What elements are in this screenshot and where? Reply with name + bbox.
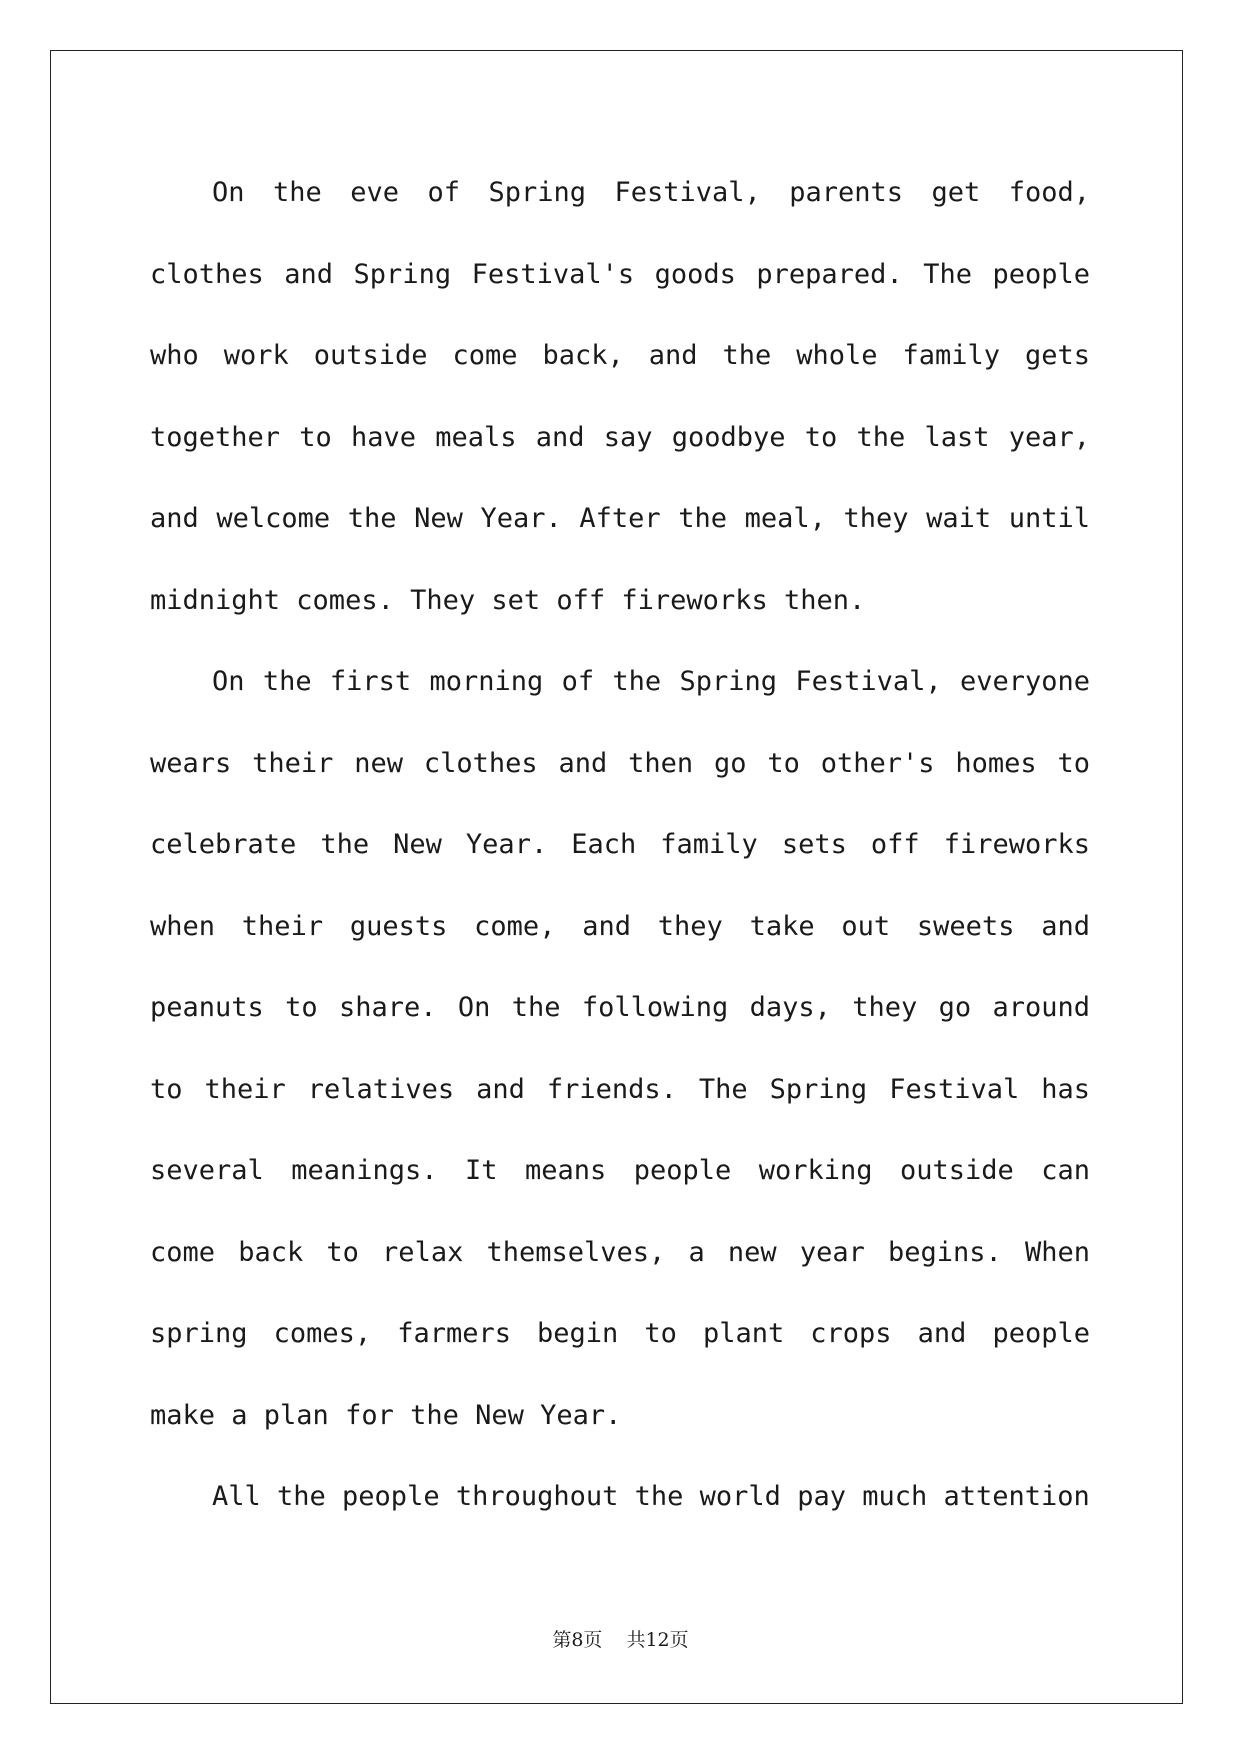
page-footer bbox=[0, 1625, 1241, 1652]
document-body bbox=[150, 152, 1090, 1538]
paragraph: On the eve of Spring Festival, parents get food, clothes and Spring Festival's goods prepared. The people who work outside come back, and the whole family gets together to have meals and say goodbye to the last year, and welcome the New Year. After the meal, they wait until midnight comes. They set off fireworks then. bbox=[150, 177, 1090, 616]
paragraph: On the first morning of the Spring Festival, everyone wears their new clothes and then go to other's homes to celebrate the New Year. Each family sets off fireworks when their guests come, and they take out sweets and peanuts to share. On the following days, they go around to their relatives and friends. The Spring Festival has several meanings. It means people working outside can come back to relax themselves, a new year begins. When spring comes, farmers begin to plant crops and people make a plan for the New Year. bbox=[150, 666, 1090, 1431]
paragraph: All the people throughout the world pay much attention bbox=[212, 1481, 1090, 1512]
page-number: 第8页 bbox=[552, 1629, 603, 1651]
total-pages: 共12页 bbox=[626, 1629, 689, 1651]
